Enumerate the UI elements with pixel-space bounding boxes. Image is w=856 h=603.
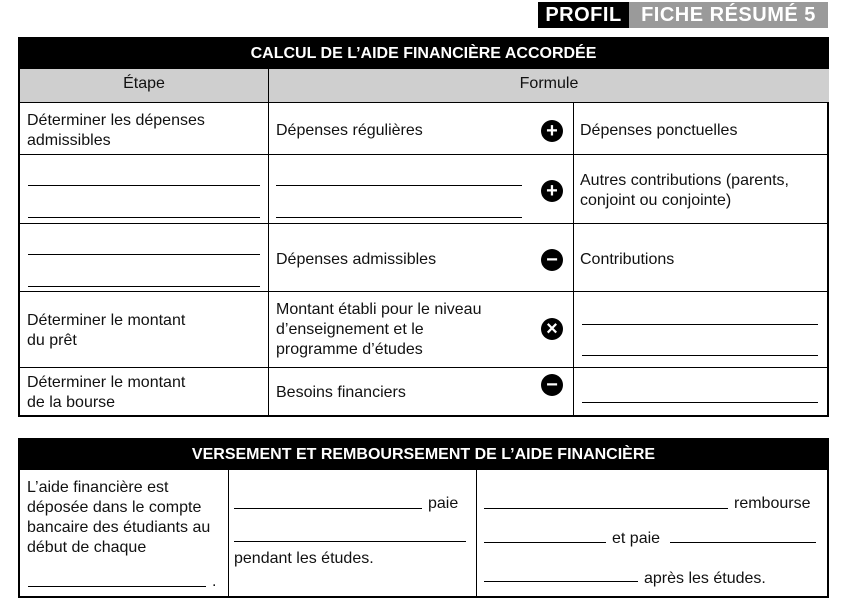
times-icon: × [541,318,563,340]
versement-col3-blank-1[interactable] [484,508,728,509]
minus-icon: − [541,374,563,396]
row2-right: Autres contributions (parents, conjoint ou conjointe) [580,172,789,209]
row1-right: Dépenses ponctuelles [580,122,738,139]
divider [268,69,269,417]
row1-left: Dépenses régulières [276,122,423,139]
row5-right-blank[interactable] [582,402,818,403]
calcul-title: CALCUL DE L’AIDE FINANCIÈRE ACCORDÉE [20,39,827,69]
divider [20,291,827,292]
versement-col3-rembourse: rembourse [734,495,811,512]
versement-title: VERSEMENT ET REMBOURSEMENT DE L’AIDE FINANCIÈRE [20,440,827,470]
row2-left-blank-1[interactable] [276,185,522,186]
plus-icon: + [541,180,563,202]
versement-col2-blank-2[interactable] [234,541,466,542]
col-formule-header: Formule [269,69,829,103]
versement-col1-text: L’aide financière est déposée dans le compte bancaire des étudiants au début de chaque [27,479,211,556]
divider [573,103,574,417]
plus-icon: + [541,120,563,142]
fiche-resume-tag: FICHE RÉSUMÉ 5 [629,2,828,28]
versement-col3-blank-2[interactable] [484,542,606,543]
row3-right: Contributions [580,251,675,268]
row1-etape: Déterminer les dépenses admissibles [27,112,205,149]
versement-col1-end: . [212,573,217,590]
divider [476,470,477,598]
divider [20,154,827,155]
versement-col3-etpaie: et paie [612,530,661,547]
row2-etape-blank-2[interactable] [28,217,260,218]
profil-tag: PROFIL [538,2,629,28]
versement-col2-end: pendant les études. [234,550,374,567]
row4-left: Montant établi pour le niveau d’enseignement et le programme d’études [276,301,482,358]
versement-col3-blank-4[interactable] [484,581,638,582]
row4-right-blank-1[interactable] [582,324,818,325]
row3-left: Dépenses admissibles [276,251,437,268]
divider [228,470,229,598]
row4-right-blank-2[interactable] [582,355,818,356]
row4-etape: Déterminer le montant du prêt [27,312,186,349]
row2-etape-blank-1[interactable] [28,185,260,186]
row2-left-blank-2[interactable] [276,217,522,218]
versement-col3-blank-3[interactable] [670,542,816,543]
versement-col2-blank-1[interactable] [234,508,422,509]
row5-etape: Déterminer le montant de la bourse [27,374,186,411]
versement-col2-paie: paie [428,495,459,512]
calcul-table [18,37,829,417]
divider [20,367,827,368]
row3-etape-blank-2[interactable] [28,286,260,287]
versement-col3-end: après les études. [644,570,766,587]
row3-etape-blank-1[interactable] [28,254,260,255]
minus-icon: − [541,249,563,271]
col-etape-header: Étape [20,69,268,103]
row5-left: Besoins financiers [276,384,406,401]
versement-col1-blank[interactable] [28,586,206,587]
versement-table [18,438,829,598]
divider [20,223,827,224]
